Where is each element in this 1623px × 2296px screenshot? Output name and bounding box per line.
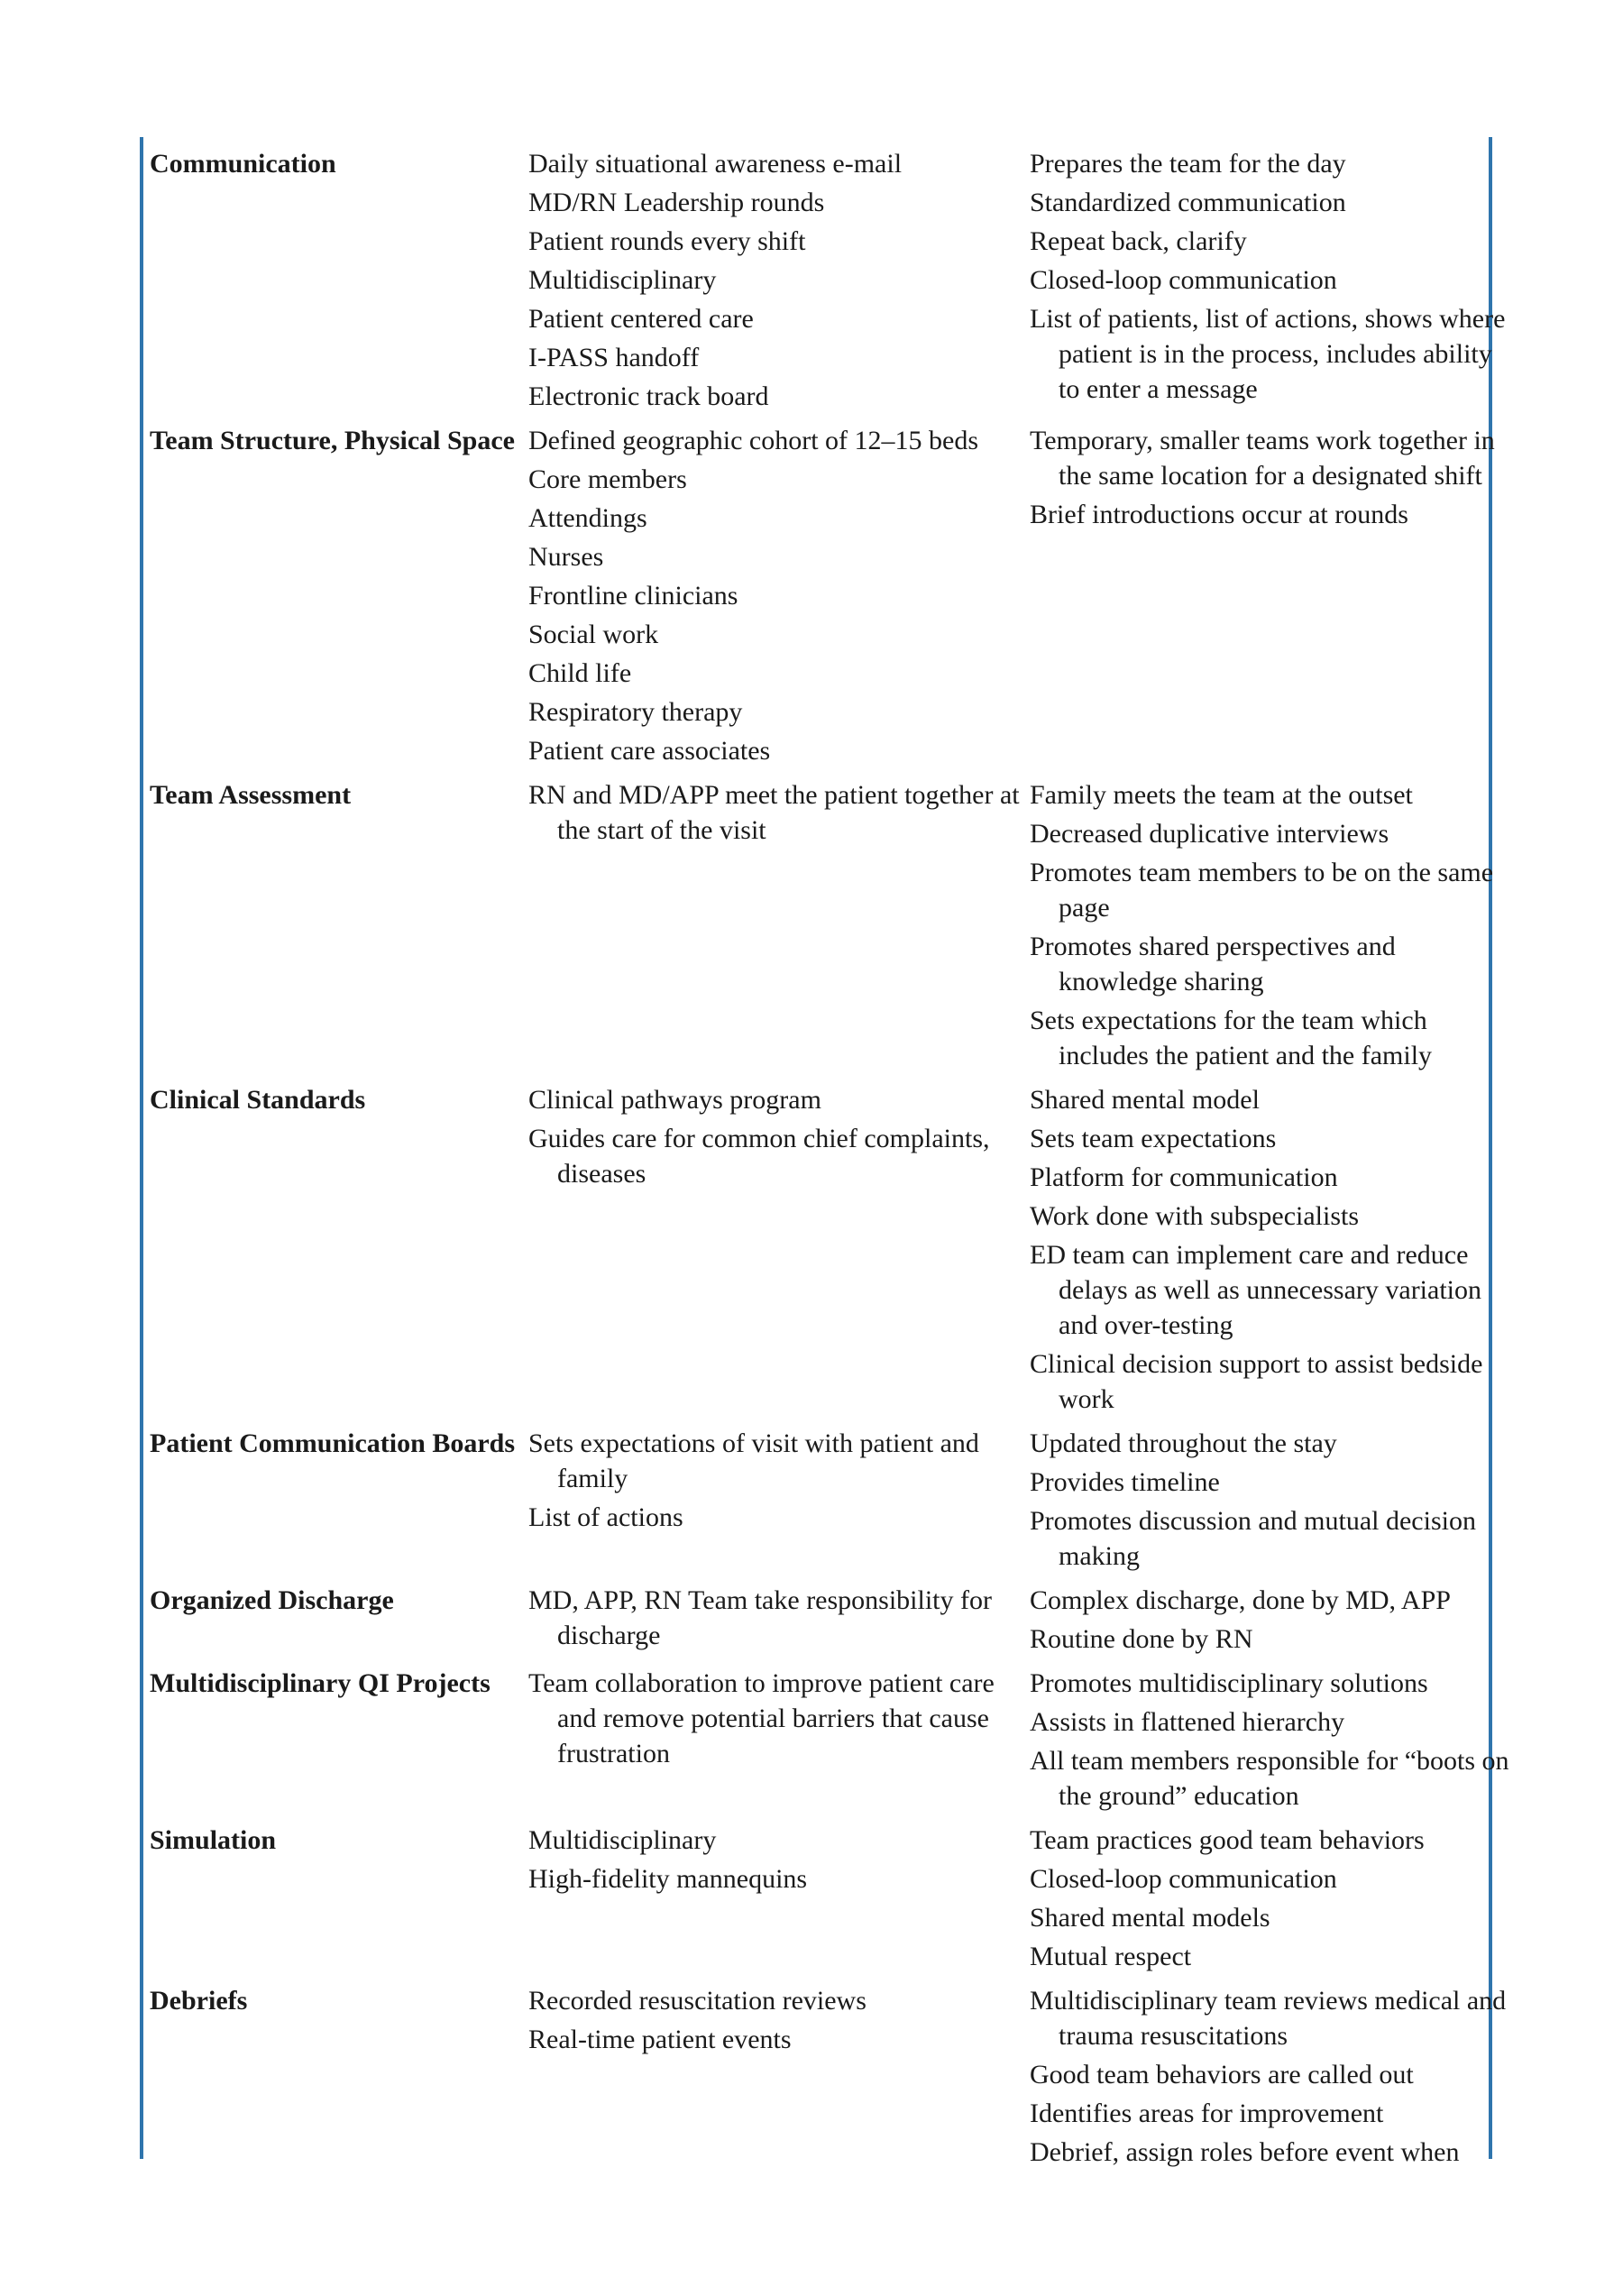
outcome-item: Prepares the team for the day [1030,149,1346,179]
table-row [150,1666,1509,1817]
outcome-item: Family meets the team at the outset [1030,780,1413,810]
intervention-item: Social work [528,620,659,649]
outcomes-cell [1030,1983,1515,2173]
intervention-item: Defined geographic cohort of 12–15 beds [528,426,979,455]
intervention-item: Attendings [528,503,647,533]
category-cell: Team Structure, Physical Space [150,426,515,455]
category-cell: Communication [150,149,336,179]
outcome-item: Brief introductions occur at rounds [1030,500,1408,529]
outcome-item: Mutual respect [1030,1942,1192,1971]
interventions-cell [528,146,1030,418]
outcome-item: Promotes shared perspectives and knowledge sharing [1030,932,1396,996]
intervention-item: Patient rounds every shift [528,226,806,256]
outcome-item: Temporary, smaller teams work together in the same location for a designated shift [1030,426,1495,491]
intervention-item: Recorded resuscitation reviews [528,1986,867,2016]
intervention-item: Multidisciplinary [528,265,717,295]
intervention-item: MD/RN Leadership rounds [528,188,825,217]
outcome-item: Identifies areas for improvement [1030,2099,1384,2128]
intervention-item: I-PASS handoff [528,343,700,372]
outcome-item: All team members responsible for “boots on the ground” education [1030,1746,1509,1811]
outcomes-cell [1030,777,1515,1077]
category-cell: Clinical Standards [150,1085,366,1115]
outcome-item: Platform for communication [1030,1162,1338,1192]
outcome-item: List of patients, list of actions, shows where patient is in the process, includes ability to enter a message [1030,304,1506,404]
outcome-item: Updated throughout the stay [1030,1428,1337,1458]
outcome-item: Closed-loop communication [1030,1864,1337,1894]
outcome-item: Sets expectations for the team which includes the patient and the family [1030,1006,1433,1070]
intervention-item: Team collaboration to improve patient care and remove potential barriers that cause frustration [528,1668,995,1768]
intervention-item: High-fidelity mannequins [528,1864,808,1894]
intervention-item: Patient centered care [528,304,754,334]
outcome-item: Good team behaviors are called out [1030,2060,1414,2089]
outcomes-cell [1030,1082,1515,1420]
intervention-item: Electronic track board [528,381,769,411]
intervention-item: Guides care for common chief complaints, diseases [528,1124,990,1189]
intervention-item: Real-time patient events [528,2025,792,2054]
interventions-cell [528,777,1030,851]
interventions-cell [528,423,1030,772]
intervention-item: Multidisciplinary [528,1825,717,1855]
intervention-item: Sets expectations of visit with patient and family [528,1428,979,1493]
interventions-cell [528,1082,1030,1195]
outcome-item: Shared mental models [1030,1903,1270,1933]
intervention-item: RN and MD/APP meet the patient together at the start of the visit [528,780,1020,845]
table-row [150,1426,1486,1577]
intervention-item: Clinical pathways program [528,1085,821,1115]
outcome-item: Promotes multidisciplinary solutions [1030,1668,1428,1698]
intervention-item: Core members [528,464,687,494]
outcome-item: Complex discharge, done by MD, APP [1030,1585,1451,1615]
table-row [150,1983,1507,2173]
intervention-item: Respiratory therapy [528,697,743,727]
category-cell: Organized Discharge [150,1585,394,1615]
outcome-item: Sets team expectations [1030,1124,1277,1153]
category-cell: Simulation [150,1825,277,1855]
intervention-item: Nurses [528,542,604,572]
table-row [150,1082,1486,1420]
outcomes-cell [1030,423,1515,536]
interventions-cell [528,1666,1030,1775]
intervention-item: Patient care associates [528,736,771,766]
interventions-cell [528,1983,1030,2061]
outcome-item: ED team can implement care and reduce delays as well as unnecessary variation and over-testing [1030,1240,1481,1340]
outcome-item: Work done with subspecialists [1030,1201,1360,1231]
intervention-item: Daily situational awareness e-mail [528,149,903,179]
outcome-item: Debrief, assign roles before event when [1030,2137,1460,2167]
outcome-item: Decreased duplicative interviews [1030,819,1389,849]
outcomes-cell [1030,1426,1515,1577]
outcomes-cell [1030,146,1515,410]
interventions-cell [528,1583,1030,1657]
outcomes-cell [1030,1666,1515,1817]
outcome-item: Standardized communication [1030,188,1346,217]
outcome-item: Repeat back, clarify [1030,226,1247,256]
intervention-item: MD, APP, RN Team take responsibility for discharge [528,1585,992,1650]
outcomes-cell [1030,1583,1515,1660]
table-row [150,1823,1486,1978]
table-row [150,1583,1486,1660]
outcome-item: Promotes discussion and mutual decision making [1030,1506,1476,1571]
category-cell: Debriefs [150,1986,248,2016]
outcomes-cell [1030,1823,1515,1978]
outcome-item: Clinical decision support to assist bedside work [1030,1349,1483,1414]
category-cell: Team Assessment [150,780,352,810]
intervention-item: Frontline clinicians [528,581,738,611]
outcome-item: Shared mental model [1030,1085,1260,1115]
interventions-cell [528,1426,1030,1538]
outcome-item: Promotes team members to be on the same page [1030,858,1494,923]
outcome-item: Team practices good team behaviors [1030,1825,1425,1855]
intervention-item: List of actions [528,1502,683,1532]
table-row [150,146,1506,418]
outcome-item: Closed-loop communication [1030,265,1337,295]
table-row [150,423,1495,772]
outcome-item: Assists in flattened hierarchy [1030,1707,1345,1737]
table-row [150,777,1494,1077]
category-cell: Multidisciplinary QI Projects [150,1668,491,1698]
category-cell: Patient Communication Boards [150,1428,515,1458]
intervention-item: Child life [528,658,632,688]
teamwork-table [150,146,1509,2179]
interventions-cell [528,1823,1030,1900]
outcome-item: Routine done by RN [1030,1624,1253,1654]
outcome-item: Provides timeline [1030,1467,1220,1497]
outcome-item: Multidisciplinary team reviews medical and trauma resuscitations [1030,1986,1507,2051]
